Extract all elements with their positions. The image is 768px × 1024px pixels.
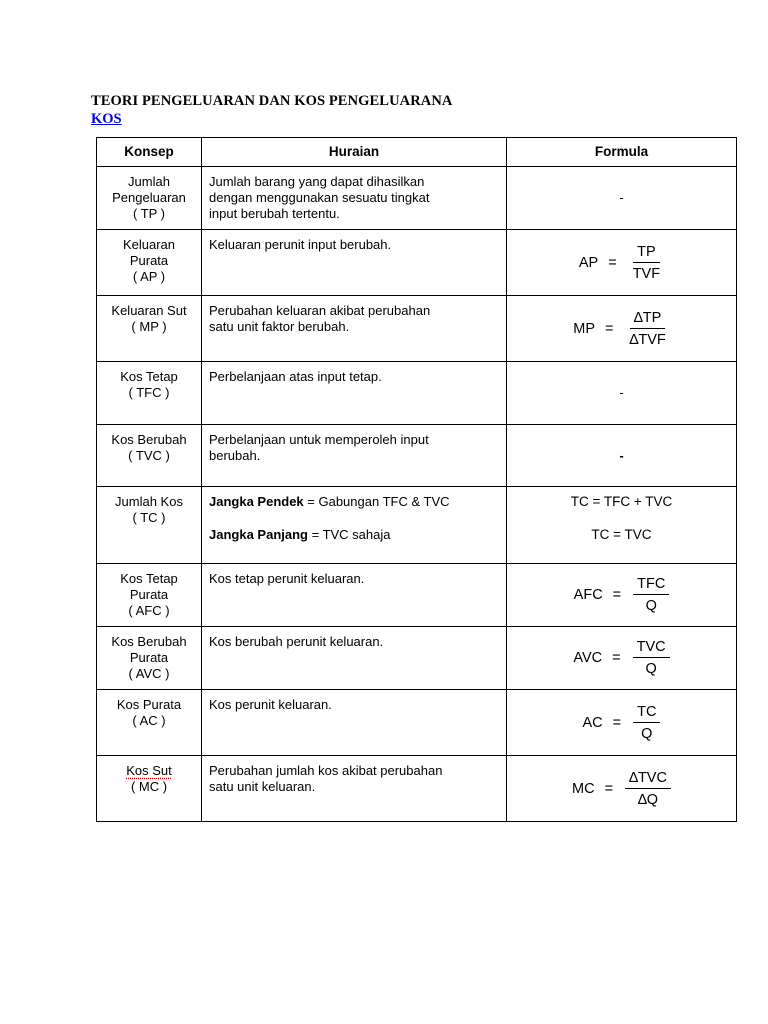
table-row xyxy=(97,690,737,756)
konsep-cell xyxy=(97,425,202,487)
huraian-cell xyxy=(202,564,507,627)
huraian-cell xyxy=(202,167,507,230)
konsep-line: ( TP ) xyxy=(132,206,166,221)
formula-line: TC = TVC xyxy=(591,527,652,542)
table-row xyxy=(97,362,737,425)
konsep-line: Kos Tetap xyxy=(120,571,178,586)
konsep-line: ( MC ) xyxy=(130,779,168,794)
table-row xyxy=(97,230,737,296)
formula-equals: = xyxy=(608,254,617,271)
formula-cell xyxy=(507,627,737,690)
konsep-cell xyxy=(97,167,202,230)
konsep-line: ( MP ) xyxy=(131,319,167,334)
huraian-cell xyxy=(202,487,507,564)
long-run-label: Jangka Panjang xyxy=(209,527,308,542)
fraction-formula xyxy=(579,244,664,282)
huraian-line xyxy=(209,494,500,510)
huraian-line: Perbelanjaan atas input tetap. xyxy=(209,369,382,384)
huraian-line: dengan menggunakan sesuatu tingkat xyxy=(209,190,430,205)
konsep-line: ( TC ) xyxy=(132,510,166,525)
numerator: TFC xyxy=(633,576,669,595)
header-konsep: Konsep xyxy=(97,138,202,167)
fraction xyxy=(629,244,664,282)
huraian-line: satu unit faktor berubah. xyxy=(209,319,350,334)
formula-lhs: AP xyxy=(578,254,599,271)
numerator: ∆TVC xyxy=(625,770,671,789)
huraian-cell xyxy=(202,425,507,487)
table-row xyxy=(97,487,737,564)
fraction xyxy=(633,576,669,614)
konsep-line: Purata xyxy=(129,253,169,268)
fraction xyxy=(625,310,669,348)
formula-cell xyxy=(507,690,737,756)
table-header-row xyxy=(97,138,737,167)
denominator: ∆TVF xyxy=(629,331,666,348)
formula-cell xyxy=(507,167,737,230)
kos-link[interactable]: KOS xyxy=(91,111,122,127)
numerator: ∆TP xyxy=(630,310,665,329)
numerator: TC xyxy=(633,704,660,723)
short-run-label: Jangka Pendek xyxy=(209,494,304,509)
formula-line: TC = TFC + TVC xyxy=(570,494,673,509)
konsep-line: Kos Sut xyxy=(126,763,172,778)
formula-cell xyxy=(507,756,737,822)
konsep-cell xyxy=(97,362,202,425)
header-huraian: Huraian xyxy=(202,138,507,167)
numerator: TVC xyxy=(633,639,670,658)
huraian-cell xyxy=(202,296,507,362)
formula-equals: = xyxy=(612,587,622,603)
huraian-line: berubah. xyxy=(209,448,261,463)
formula-dash: - xyxy=(619,190,624,205)
konsep-line: ( AFC ) xyxy=(128,603,170,618)
formula-equals: = xyxy=(612,714,622,731)
konsep-line: Kos Purata xyxy=(116,697,182,712)
header-formula: Formula xyxy=(507,138,737,167)
formula-lhs: MC xyxy=(572,780,595,797)
konsep-cell xyxy=(97,564,202,627)
konsep-cell xyxy=(97,690,202,756)
konsep-line: Keluaran xyxy=(122,237,176,252)
denominator: TVF xyxy=(632,265,661,282)
denominator: ∆Q xyxy=(637,791,659,808)
fraction-formula xyxy=(583,704,661,742)
konsep-cell xyxy=(97,230,202,296)
konsep-cell xyxy=(97,627,202,690)
konsep-line: Kos Berubah xyxy=(111,432,187,447)
konsep-line: Kos Berubah xyxy=(111,634,187,649)
document-title: TEORI PENGELUARAN DAN KOS PENGELUARANA xyxy=(91,93,453,109)
huraian-cell xyxy=(202,690,507,756)
denominator: Q xyxy=(645,661,657,677)
konsep-line: ( AP ) xyxy=(132,269,166,284)
fraction xyxy=(633,704,660,742)
huraian-line xyxy=(209,527,500,543)
table-row xyxy=(97,564,737,627)
huraian-cell xyxy=(202,756,507,822)
huraian-line: satu unit keluaran. xyxy=(209,779,316,794)
huraian-line: Perbelanjaan untuk memperoleh input xyxy=(209,432,429,447)
konsep-line: ( AC ) xyxy=(132,713,166,728)
konsep-line: ( TVC ) xyxy=(128,448,170,463)
huraian-line: Kos berubah perunit keluaran. xyxy=(209,634,384,649)
formula-cell xyxy=(507,362,737,425)
konsep-cell xyxy=(97,296,202,362)
konsep-line: Jumlah xyxy=(128,174,170,189)
fraction-formula xyxy=(572,770,671,808)
huraian-cell xyxy=(202,230,507,296)
huraian-line: Keluaran perunit input berubah. xyxy=(209,237,392,252)
huraian-line: Perubahan keluaran akibat perubahan xyxy=(209,303,431,318)
formula-equals: = xyxy=(605,320,614,337)
huraian-cell xyxy=(202,362,507,425)
concept-table xyxy=(96,137,737,822)
konsep-line: Kos Tetap xyxy=(120,369,178,384)
formula-dash: - xyxy=(619,385,624,400)
fraction-formula xyxy=(573,639,669,677)
table-row xyxy=(97,756,737,822)
denominator: Q xyxy=(641,725,653,742)
numerator: TP xyxy=(633,244,660,263)
formula-dash: - xyxy=(619,447,624,463)
formula-equals: = xyxy=(604,780,614,797)
formula-cell xyxy=(507,296,737,362)
konsep-line: Jumlah Kos xyxy=(115,494,183,509)
table-row xyxy=(97,627,737,690)
formula-cell xyxy=(507,425,737,487)
long-run-text: = TVC sahaja xyxy=(307,527,391,542)
formula-lhs: AC xyxy=(582,714,603,731)
huraian-cell xyxy=(202,627,507,690)
fraction xyxy=(625,770,671,808)
konsep-line: ( TFC ) xyxy=(128,385,170,400)
konsep-line: Purata xyxy=(129,587,169,602)
formula-cell xyxy=(507,487,737,564)
fraction xyxy=(633,639,670,677)
konsep-line: Purata xyxy=(129,650,169,665)
huraian-line: Kos tetap perunit keluaran. xyxy=(209,571,365,586)
table-row xyxy=(97,296,737,362)
table-row xyxy=(97,425,737,487)
formula-equals: = xyxy=(612,650,621,666)
denominator: Q xyxy=(645,598,657,614)
konsep-line: ( AVC ) xyxy=(128,666,170,681)
formula-cell xyxy=(507,564,737,627)
huraian-line: input berubah tertentu. xyxy=(209,206,340,221)
short-run-text: = Gabungan TFC & TVC xyxy=(303,494,450,509)
formula-lhs: AFC xyxy=(573,587,603,603)
konsep-line: Pengeluaran xyxy=(112,190,186,205)
huraian-line: Jumlah barang yang dapat dihasilkan xyxy=(209,174,425,189)
konsep-cell xyxy=(97,487,202,564)
fraction-formula xyxy=(573,310,669,348)
formula-lhs: AVC xyxy=(573,650,603,666)
konsep-cell xyxy=(97,756,202,822)
formula-cell xyxy=(507,230,737,296)
huraian-line: Perubahan jumlah kos akibat perubahan xyxy=(209,763,443,778)
formula-lhs: MP xyxy=(573,320,595,337)
fraction-formula xyxy=(574,576,670,614)
konsep-line: Keluaran Sut xyxy=(111,303,187,318)
table-row xyxy=(97,167,737,230)
huraian-line: Kos perunit keluaran. xyxy=(209,697,332,712)
